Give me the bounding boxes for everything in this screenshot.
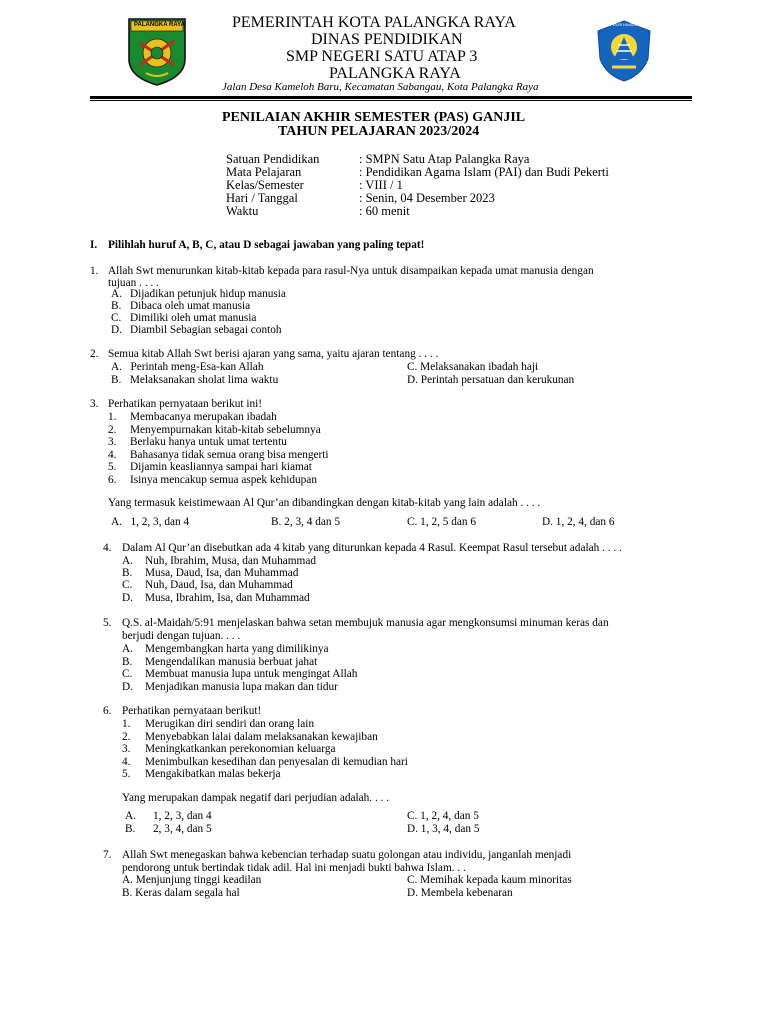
statement-text: Isinya mencakup semua aspek kehidupan	[130, 474, 317, 486]
option-d: D. Perintah persatuan dan kerukunan	[407, 374, 575, 386]
question-number: 5.	[103, 617, 112, 629]
statement-key: 3.	[108, 436, 117, 448]
left-logo-text: PALANGKA RAYA	[134, 22, 185, 28]
question-number: 3.	[90, 398, 99, 410]
exam-year: TAHUN PELAJARAN 2023/2024	[278, 124, 480, 139]
statement-key: 4.	[108, 449, 117, 461]
option-text: Diambil Sebagian sebagai contoh	[130, 324, 282, 336]
info-label: Waktu	[226, 204, 259, 218]
question-text: pendorong untuk bertindak tidak adil. Hal ini menjadi bukti bahwa Islam. . .	[122, 862, 466, 874]
option-a: A. Menjunjung tinggi keadilan	[122, 874, 262, 886]
option-text: Dibaca oleh umat manusia	[130, 300, 251, 312]
header-rule-thick	[90, 96, 692, 99]
option-key: D.	[122, 592, 133, 604]
header-rule-thin	[90, 100, 692, 101]
statement-key: 3.	[122, 743, 131, 755]
question-text: Q.S. al-Maidah/5:91 menjelaskan bahwa setan membujuk manusia agar mengkonsumsi minuman keras dan	[122, 617, 609, 629]
option-key: C.	[122, 668, 133, 680]
statement-text: Berlaku hanya untuk umat tertentu	[130, 436, 287, 448]
option-text: Musa, Ibrahim, Isa, dan Muhammad	[145, 592, 310, 604]
question-stem: Yang merupakan dampak negatif dari perjudian adalah. . . .	[122, 792, 390, 804]
option-b: B. 2, 3, 4 dan 5	[271, 516, 341, 528]
option-key: B.	[122, 656, 133, 668]
statement-key: 5.	[122, 768, 131, 780]
option-key: C.	[111, 312, 122, 324]
statement-text: Mengakibatkan malas bekerja	[145, 768, 281, 780]
statement-text: Meningkatkankan perekonomian keluarga	[145, 743, 336, 755]
right-logo-text: TUT WURI HANDAYANI	[604, 23, 644, 27]
question-text: Allah Swt menegaskan bahwa kebencian terhadap suatu golongan atau individu, janganlah menjadi	[122, 849, 572, 861]
question-text: berjudi dengan tujuan. . . .	[122, 630, 241, 642]
question-text: Allah Swt menurunkan kitab-kitab kepada para rasul-Nya untuk disampaikan kepada umat manusia dengan	[108, 265, 594, 277]
option-b-key: B.	[125, 823, 136, 835]
statement-key: 4.	[122, 756, 131, 768]
school-address: Jalan Desa Kameloh Baru, Kecamatan Sabangau, Kota Palangka Raya	[222, 81, 539, 93]
section-instruction: Pilihlah huruf A, B, C, atau D sebagai jawaban yang paling tepat!	[108, 239, 425, 251]
option-d: D. Membela kebenaran	[407, 887, 513, 899]
tut-wuri-handayani-logo	[592, 19, 656, 83]
statement-key: 1.	[108, 411, 117, 423]
statement-text: Dijamin keasliannya sampai hari kiamat	[130, 461, 312, 473]
info-value: : SMPN Satu Atap Palangka Raya	[359, 152, 530, 166]
info-value: : Pendidikan Agama Islam (PAI) dan Budi Pekerti	[359, 165, 609, 179]
statement-text: Menyebabkan lalai dalam melaksanakan kewajiban	[145, 731, 378, 743]
option-d: D. 1, 3, 4, dan 5	[407, 823, 480, 835]
option-key: B.	[122, 567, 133, 579]
option-text: Nuh, Daud, Isa, dan Muhammad	[145, 579, 293, 591]
question-text: tujuan . . . .	[108, 277, 159, 289]
option-key: C.	[122, 579, 133, 591]
option-d: D. 1, 2, 4, dan 6	[542, 516, 615, 528]
info-label: Satuan Pendidikan	[226, 152, 320, 166]
option-c: C. 1, 2, 4, dan 5	[407, 810, 479, 822]
info-label: Mata Pelajaran	[226, 165, 302, 179]
statement-text: Membacanya merupakan ibadah	[130, 411, 277, 423]
header-line-4: PALANGKA RAYA	[329, 65, 461, 82]
question-number: 2.	[90, 348, 99, 360]
question-stem: Yang termasuk keistimewaan Al Qur’an dibandingkan dengan kitab-kitab yang lain adalah . . . .	[108, 497, 541, 509]
option-key: A.	[111, 288, 122, 300]
info-value: : Senin, 04 Desember 2023	[359, 191, 495, 205]
statement-key: 2.	[122, 731, 131, 743]
statement-text: Bahasanya tidak semua orang bisa mengerti	[130, 449, 329, 461]
option-key: D.	[111, 324, 122, 336]
question-text: Perhatikan pernyataan berikut ini!	[108, 398, 263, 410]
option-key: D.	[122, 681, 133, 693]
option-b: 2, 3, 4, dan 5	[153, 823, 212, 835]
option-text: Dijadikan petunjuk hidup manusia	[130, 288, 286, 300]
info-value: : 60 menit	[359, 204, 410, 218]
option-key: A.	[122, 555, 133, 567]
question-text: Dalam Al Qur’an disebutkan ada 4 kitab yang diturunkan kepada 4 Rasul. Keempat Rasul tersebut adalah . . . .	[122, 542, 622, 554]
option-text: Dimiliki oleh umat manusia	[130, 312, 257, 324]
option-c: C. Melaksanakan ibadah haji	[407, 361, 539, 373]
option-text: Menjadikan manusia lupa makan dan tidur	[145, 681, 338, 693]
section-number: I.	[90, 239, 98, 251]
option-text: Musa, Daud, Isa, dan Muhammad	[145, 567, 299, 579]
header-line-3: SMP NEGERI SATU ATAP 3	[286, 48, 478, 65]
question-text: Perhatikan pernyataan berikut!	[122, 705, 262, 717]
option-key: B.	[111, 300, 122, 312]
option-a: 1, 2, 3, dan 4	[153, 810, 212, 822]
option-text: Mengembangkan harta yang dimilikinya	[145, 643, 329, 655]
question-text: Semua kitab Allah Swt berisi ajaran yang sama, yaitu ajaran tentang . . . .	[108, 348, 439, 360]
question-number: 7.	[103, 849, 112, 861]
exam-title: PENILAIAN AKHIR SEMESTER (PAS) GANJIL	[222, 110, 526, 125]
info-label: Kelas/Semester	[226, 178, 304, 192]
option-c: C. Memihak kepada kaum minoritas	[407, 874, 572, 886]
option-text: Mengendalikan manusia berbuat jahat	[145, 656, 318, 668]
palangka-raya-logo	[126, 15, 188, 87]
statement-text: Merugikan diri sendiri dan orang lain	[145, 718, 315, 730]
statement-key: 6.	[108, 474, 117, 486]
statement-text: Menimbulkan kesedihan dan penyesalan di kemudian hari	[145, 756, 408, 768]
option-c: C. 1, 2, 5 dan 6	[407, 516, 477, 528]
question-number: 1.	[90, 265, 99, 277]
option-text: Nuh, Ibrahim, Musa, dan Muhammad	[145, 555, 316, 567]
statement-text: Menyempurnakan kitab-kitab sebelumnya	[130, 424, 321, 436]
question-number: 6.	[103, 705, 112, 717]
option-b: B. Keras dalam segala hal	[122, 887, 240, 899]
info-value: : VIII / 1	[359, 178, 403, 192]
option-b: B. Melaksanakan sholat lima waktu	[111, 374, 279, 386]
option-a: A. 1, 2, 3, dan 4	[111, 516, 190, 528]
statement-key: 5.	[108, 461, 117, 473]
option-text: Membuat manusia lupa untuk mengingat Allah	[145, 668, 358, 680]
header-line-1: PEMERINTAH KOTA PALANGKA RAYA	[232, 14, 516, 31]
option-key: A.	[122, 643, 133, 655]
question-number: 4.	[103, 542, 112, 554]
statement-key: 2.	[108, 424, 117, 436]
option-a-key: A.	[125, 810, 136, 822]
info-label: Hari / Tanggal	[226, 191, 298, 205]
option-a: A. Perintah meng-Esa-kan Allah	[111, 361, 264, 373]
header-line-2: DINAS PENDIDIKAN	[311, 31, 463, 48]
statement-key: 1.	[122, 718, 131, 730]
